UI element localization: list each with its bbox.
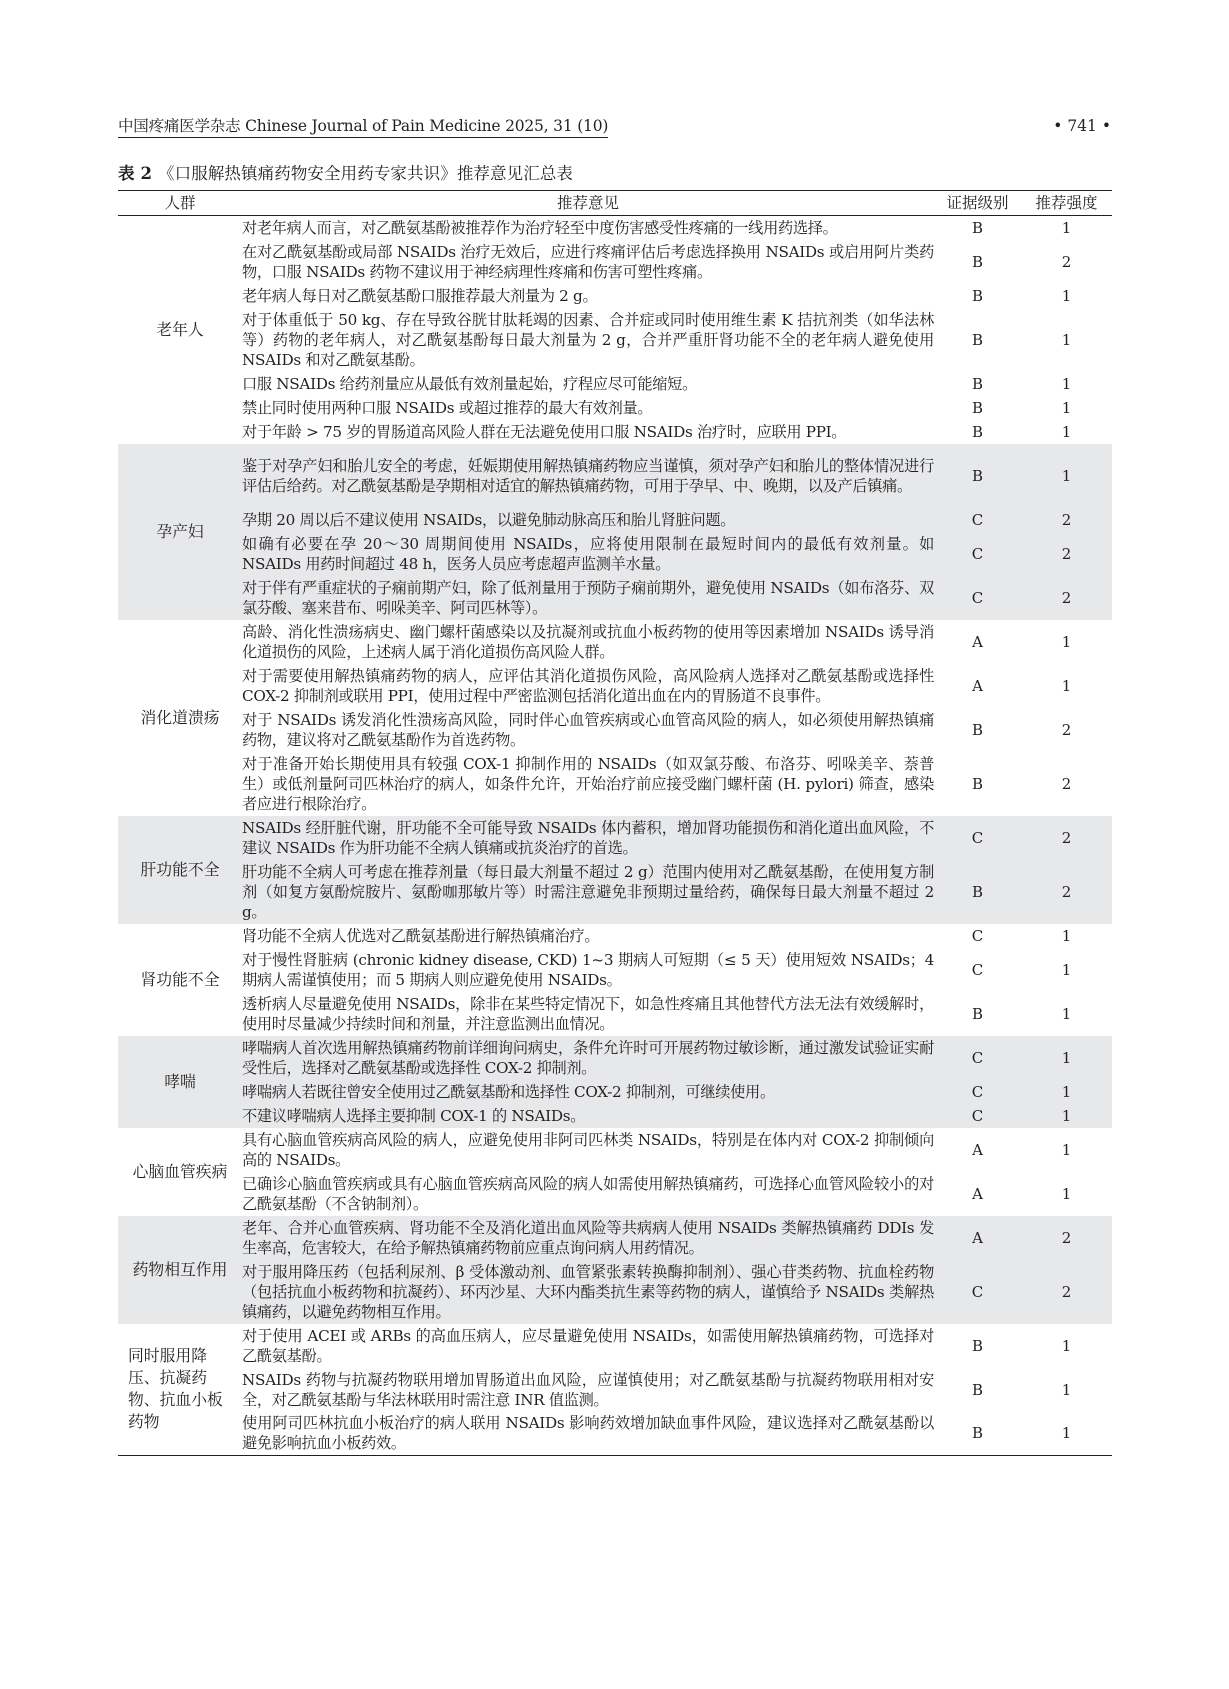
evidence-level: B <box>971 286 984 305</box>
evidence-level: B <box>971 774 984 793</box>
recommendation-strength: 2 <box>1021 576 1112 620</box>
recommendation-text: NSAIDs 经肝脏代谢，肝功能不全可能导致 NSAIDs 体内蓄积，增加肾功能损伤和消化道出血风险，不建议 NSAIDs 作为肝功能不全病人镇痛或抗炎治疗的首选。 <box>242 816 934 860</box>
table-row <box>118 1368 1112 1412</box>
recommendation-text: 老年病人每日对乙酰氨基酚口服推荐最大剂量为 2 g。 <box>242 286 598 305</box>
table-row <box>118 372 1112 396</box>
table-row <box>118 1128 1112 1172</box>
recommendation-text: 对于年龄 > 75 岁的胃肠道高风险人群在无法避免使用口服 NSAIDs 治疗时，应联用 PPI。 <box>242 422 847 441</box>
recommendation-strength: 2 <box>1061 720 1072 739</box>
table-row <box>118 308 1112 372</box>
table-row <box>118 1260 1112 1324</box>
evidence-level: A <box>934 1216 1021 1260</box>
table-row <box>118 216 1112 240</box>
table-row <box>118 532 1112 576</box>
recommendation-text: 老年、合并心血管疾病、肾功能不全及消化道出血风险等共病病人使用 NSAIDs 类解热镇痛药 DDIs 发生率高，危害较大，在给予解热镇痛药物前应重点询问病人用药情况。 <box>242 1216 934 1260</box>
recommendation-text: 哮喘病人若既往曾安全使用过乙酰氨基酚和选择性 COX-2 抑制剂，可继续使用。 <box>242 1080 934 1104</box>
recommendation-text: 肾功能不全病人优选对乙酰氨基酚进行解热镇痛治疗。 <box>242 926 600 945</box>
evidence-level: B <box>971 1004 984 1023</box>
recommendation-strength: 2 <box>1021 816 1112 860</box>
population-group-cell <box>118 1128 242 1216</box>
recommendation-text: 禁止同时使用两种口服 NSAIDs 或超过推荐的最大有效剂量。 <box>242 398 653 417</box>
header-evidence-level: 证据级别 <box>934 191 1021 216</box>
evidence-level: C <box>934 1104 1021 1128</box>
table-row <box>118 1412 1112 1456</box>
table-row <box>118 420 1112 444</box>
population-group: 药物相互作用 <box>132 1259 228 1279</box>
recommendation-text: 孕期 20 周以后不建议使用 NSAIDs，以避免肺动脉高压和胎儿肾脏问题。 <box>242 508 934 532</box>
recommendation-text: 对于服用降压药（包括利尿剂、β 受体激动剂、血管紧张素转换酶抑制剂）、强心苷类药物、抗血栓药物（包括抗血小板药物和抗凝药）、环丙沙星、大环内酯类抗生素等药物的病人，谨慎给予 NSAIDs 类解热镇痛药，以避免药物相互作用。 <box>242 1260 934 1324</box>
recommendation-text: 对于慢性肾脏病 (chronic kidney disease, CKD) 1~3 期病人可短期（≤ 5 天）使用短效 NSAIDs；4 期病人需谨慎使用；而 5 期病人则应避免使用 NSAIDs。 <box>242 950 934 989</box>
table-row <box>118 1216 1112 1260</box>
recommendation-text: 肝功能不全病人可考虑在推荐剂量（每日最大剂量不超过 2 g）范围内使用对乙酰氨基酚，在使用复方制剂（如复方氨酚烷胺片、氨酚咖那敏片等）时需注意避免非预期过量给药，确保每日最大剂量不超过 2 g。 <box>242 860 934 924</box>
header-population: 人群 <box>118 191 242 216</box>
evidence-level: B <box>971 398 984 417</box>
population-group-cell <box>118 444 242 620</box>
population-group: 肝功能不全 <box>140 859 220 879</box>
table-title: 《口服解热镇痛药物安全用药专家共识》推荐意见汇总表 <box>158 164 574 183</box>
recommendation-strength: 2 <box>1021 860 1112 924</box>
recommendation-text: 对于伴有严重症状的子痫前期产妇，除了低剂量用于预防子痫前期外，避免使用 NSAIDs（如布洛芬、双氯芬酸、塞来昔布、吲哚美辛、阿司匹林等）。 <box>242 576 934 620</box>
recommendation-strength: 1 <box>1061 422 1072 441</box>
recommendation-text: 已确诊心脑血管疾病或具有心脑血管疾病高风险的病人如需使用解热镇痛药，可选择心血管风险较小的对乙酰氨基酚（不含钠制剂）。 <box>242 1174 934 1213</box>
population-group: 孕产妇 <box>156 521 204 541</box>
table-header-row <box>118 191 1112 216</box>
evidence-level: A <box>972 676 983 695</box>
table-row <box>118 948 1112 992</box>
recommendations-table <box>118 190 1112 1456</box>
recommendation-strength: 1 <box>1021 444 1112 508</box>
table-row <box>118 240 1112 284</box>
recommendation-strength: 1 <box>1061 632 1072 651</box>
evidence-level: B <box>971 1380 984 1399</box>
recommendation-text: 对于 NSAIDs 诱发消化性溃疡高风险，同时伴心血管疾病或心血管高风险的病人，如必须使用解热镇痛药物，建议将对乙酰氨基酚作为首选药物。 <box>242 710 934 749</box>
table-row <box>118 284 1112 308</box>
table-body <box>118 216 1112 1456</box>
population-group: 心脑血管疾病 <box>132 1161 228 1181</box>
recommendation-strength: 1 <box>1061 398 1072 417</box>
table-row <box>118 576 1112 620</box>
recommendation-strength: 1 <box>1061 1424 1072 1443</box>
evidence-level: A <box>972 1184 983 1203</box>
table-row <box>118 860 1112 924</box>
recommendation-strength: 1 <box>1061 330 1072 349</box>
recommendation-strength: 1 <box>1061 374 1072 393</box>
table-row <box>118 396 1112 420</box>
table-row <box>118 508 1112 532</box>
population-group-cell <box>118 816 242 924</box>
recommendation-text: 哮喘病人首次选用解热镇痛药物前详细询问病史，条件允许时可开展药物过敏诊断，通过激发试验证实耐受性后，选择对乙酰氨基酚或选择性 COX-2 抑制剂。 <box>242 1036 934 1080</box>
population-group-cell <box>118 1036 242 1128</box>
header-recommendation: 推荐意见 <box>242 191 934 216</box>
evidence-level: A <box>972 632 983 651</box>
evidence-level: B <box>934 860 1021 924</box>
recommendation-text: 不建议哮喘病人选择主要抑制 COX-1 的 NSAIDs。 <box>242 1104 934 1128</box>
table-row <box>118 752 1112 816</box>
table-row <box>118 816 1112 860</box>
evidence-level: B <box>971 1336 984 1355</box>
evidence-level: C <box>934 1080 1021 1104</box>
header-recommendation-strength: 推荐强度 <box>1021 191 1112 216</box>
recommendation-strength: 1 <box>1061 926 1072 945</box>
recommendation-strength: 1 <box>1061 1380 1072 1399</box>
population-group: 肾功能不全 <box>140 969 220 989</box>
evidence-level: C <box>934 1036 1021 1080</box>
table-row <box>118 1324 1112 1368</box>
recommendation-text: NSAIDs 药物与抗凝药物联用增加胃肠道出血风险，应谨慎使用；对乙酰氨基酚与抗凝药物联用相对安全，对乙酰氨基酚与华法林联用时需注意 INR 值监测。 <box>242 1370 934 1409</box>
recommendation-strength: 1 <box>1061 218 1072 237</box>
table-row <box>118 620 1112 664</box>
evidence-level: A <box>972 1140 983 1159</box>
recommendation-strength: 2 <box>1021 1216 1112 1260</box>
table-row <box>118 708 1112 752</box>
page-number: • 741 • <box>1053 117 1111 135</box>
population-group: 老年人 <box>156 319 204 339</box>
evidence-level: C <box>971 960 984 979</box>
recommendation-strength: 1 <box>1061 1184 1072 1203</box>
population-group-cell <box>118 924 242 1036</box>
population-group: 同时服用降压、抗凝药物、抗血小板药物 <box>128 1346 223 1432</box>
evidence-level: C <box>934 816 1021 860</box>
recommendation-strength: 2 <box>1061 252 1072 271</box>
recommendation-text: 口服 NSAIDs 给药剂量应从最低有效剂量起始，疗程应尽可能缩短。 <box>242 374 697 393</box>
table-row <box>118 1104 1112 1128</box>
table-row <box>118 992 1112 1036</box>
table-caption <box>118 163 573 185</box>
recommendation-strength: 1 <box>1021 1080 1112 1104</box>
recommendation-text: 对于准备开始长期使用具有较强 COX-1 抑制作用的 NSAIDs（如双氯芬酸、布洛芬、吲哚美辛、萘普生）或低剂量阿司匹林治疗的病人，如条件允许，开始治疗前应接受幽门螺杆菌 (H. pylori) 筛查，感染者应进行根除治疗。 <box>242 754 934 813</box>
recommendation-strength: 1 <box>1021 1104 1112 1128</box>
recommendation-strength: 1 <box>1021 1036 1112 1080</box>
recommendation-strength: 1 <box>1061 1336 1072 1355</box>
recommendation-strength: 2 <box>1021 508 1112 532</box>
recommendation-text: 如确有必要在孕 20～30 周期间使用 NSAIDs，应将使用限制在最短时间内的最低有效剂量。如 NSAIDs 用药时间超过 48 h，医务人员应考虑超声监测羊水量。 <box>242 532 934 576</box>
evidence-level: B <box>934 444 1021 508</box>
recommendation-text: 透析病人尽量避免使用 NSAIDs，除非在某些特定情况下，如急性疼痛且其他替代方法无法有效缓解时，使用时尽量减少持续时间和剂量，并注意监测出血情况。 <box>242 994 934 1033</box>
population-group-cell <box>118 1216 242 1324</box>
recommendation-text: 使用阿司匹林抗血小板治疗的病人联用 NSAIDs 影响药效增加缺血事件风险，建议选择对乙酰氨基酚以避免影响抗血小板药效。 <box>242 1414 934 1453</box>
evidence-level: B <box>971 1424 984 1443</box>
recommendation-text: 对于需要使用解热镇痛药物的病人，应评估其消化道损伤风险，高风险病人选择对乙酰氨基酚或选择性 COX-2 抑制剂或联用 PPI，使用过程中严密监测包括消化道出血在内的胃肠道不良事件。 <box>242 666 934 705</box>
evidence-level: B <box>971 720 984 739</box>
recommendation-text: 在对乙酰氨基酚或局部 NSAIDs 治疗无效后，应进行疼痛评估后考虑选择换用 NSAIDs 或启用阿片类药物，口服 NSAIDs 药物不建议用于神经病理性疼痛和伤害可塑性疼痛。 <box>242 242 934 281</box>
table-row <box>118 1036 1112 1080</box>
recommendation-text: 高龄、消化性溃疡病史、幽门螺杆菌感染以及抗凝剂或抗血小板药物的使用等因素增加 NSAIDs 诱导消化道损伤的风险，上述病人属于消化道损伤高风险人群。 <box>242 622 934 661</box>
table-label: 表 2 <box>118 164 153 183</box>
evidence-level: C <box>934 576 1021 620</box>
recommendation-strength: 1 <box>1061 960 1072 979</box>
table-row <box>118 664 1112 708</box>
evidence-level: C <box>934 1260 1021 1324</box>
evidence-level: C <box>971 926 984 945</box>
table-row <box>118 1172 1112 1216</box>
recommendation-text: 对于体重低于 50 kg、存在导致谷胱甘肽耗竭的因素、合并症或同时使用维生素 K 拮抗剂类（如华法林等）药物的老年病人，对乙酰氨基酚每日最大剂量为 2 g，合并严重肝肾功能不全的老年病人避免使用 NSAIDs 和对乙酰氨基酚。 <box>242 310 934 369</box>
journal-header: 中国疼痛医学杂志 Chinese Journal of Pain Medicine 2025, 31 (10) <box>118 116 608 138</box>
recommendation-strength: 1 <box>1061 676 1072 695</box>
evidence-level: B <box>971 374 984 393</box>
recommendation-strength: 1 <box>1061 1140 1072 1159</box>
recommendation-strength: 1 <box>1061 1004 1072 1023</box>
recommendation-strength: 2 <box>1061 774 1072 793</box>
recommendation-strength: 2 <box>1021 1260 1112 1324</box>
recommendation-strength: 1 <box>1061 286 1072 305</box>
recommendation-strength: 2 <box>1021 532 1112 576</box>
table-row <box>118 924 1112 948</box>
evidence-level: C <box>934 532 1021 576</box>
population-group-cell <box>118 216 242 444</box>
population-group-cell <box>118 620 242 816</box>
recommendation-text: 对于使用 ACEI 或 ARBs 的高血压病人，应尽量避免使用 NSAIDs，如需使用解热镇痛药物，可选择对乙酰氨基酚。 <box>242 1326 934 1365</box>
evidence-level: B <box>971 218 984 237</box>
population-group: 消化道溃疡 <box>140 707 220 727</box>
population-group-cell <box>118 1324 242 1456</box>
evidence-level: C <box>934 508 1021 532</box>
recommendation-text: 对老年病人而言，对乙酰氨基酚被推荐作为治疗轻至中度伤害感受性疼痛的一线用药选择。 <box>242 218 838 237</box>
evidence-level: B <box>971 330 984 349</box>
recommendation-text: 具有心脑血管疾病高风险的病人，应避免使用非阿司匹林类 NSAIDs，特别是在体内对 COX-2 抑制倾向高的 NSAIDs。 <box>242 1130 934 1169</box>
evidence-level: B <box>971 422 984 441</box>
evidence-level: B <box>971 252 984 271</box>
population-group: 哮喘 <box>164 1071 196 1091</box>
table-row <box>118 444 1112 508</box>
table-row <box>118 1080 1112 1104</box>
recommendation-text: 鉴于对孕产妇和胎儿安全的考虑，妊娠期使用解热镇痛药物应当谨慎，须对孕产妇和胎儿的整体情况进行评估后给药。对乙酰氨基酚是孕期相对适宜的解热镇痛药物，可用于孕早、中、晚期，以及产后镇痛。 <box>242 444 934 508</box>
